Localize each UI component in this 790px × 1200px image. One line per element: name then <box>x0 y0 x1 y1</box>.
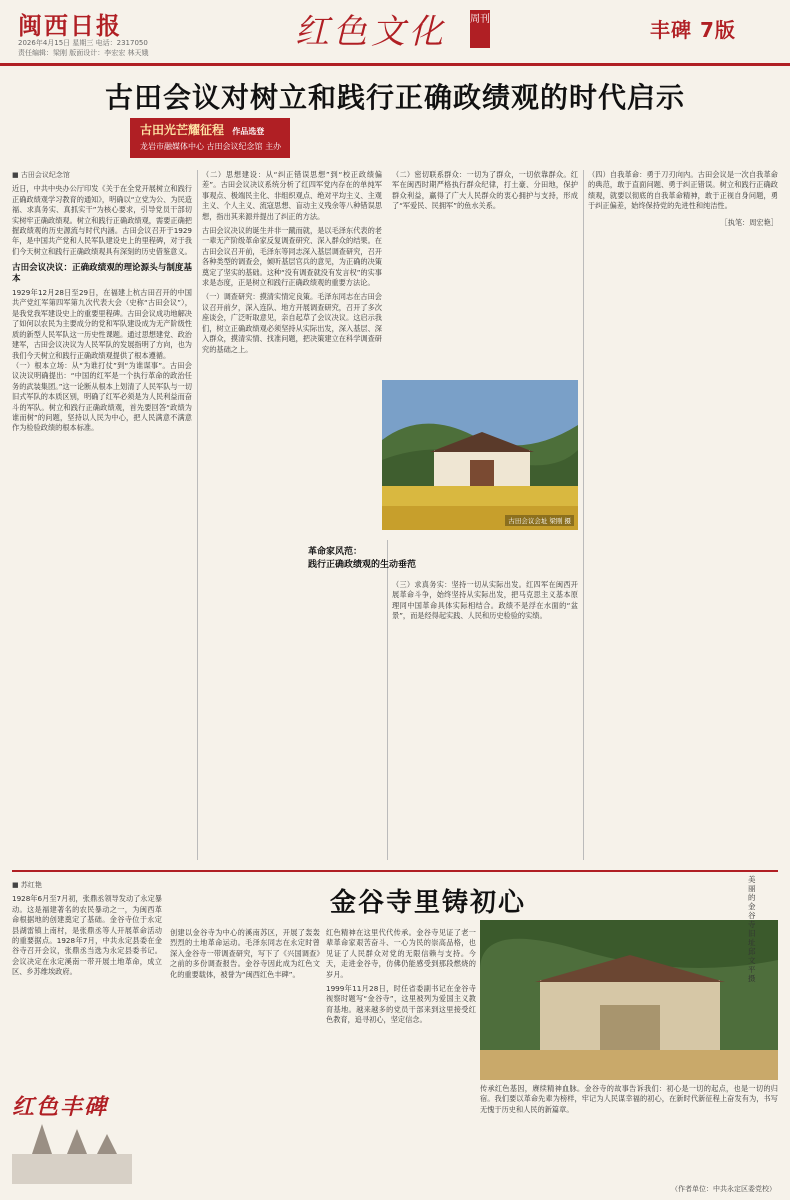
column-divider <box>583 170 584 860</box>
stamp-text: 红色丰碑 <box>12 1094 109 1120</box>
paper-name: 闽西日报 <box>18 11 122 40</box>
article-column-2 <box>202 170 382 860</box>
column-title: 红色文化 <box>295 12 447 52</box>
article-paragraph-4: 古田会议决议的诞生并非一蹴而就，是以毛泽东代表的老一辈无产阶级革命家反复调查研究、深入群众的结果。在古田会议召开前，毛泽东等同志深入基层调查研究，召开各种类型的调查会，倾听基层官兵的意见，为正确的决策奠定了坚实的基础。这种“没有调查就没有发言权”的实事求是态度，正是树立和践行正确政绩观的重要方法论。 <box>202 226 382 288</box>
lower-column-3 <box>326 928 476 1188</box>
meeting-site-photo <box>382 380 578 530</box>
section-heading-2-line1: 革命家风范： <box>308 547 363 557</box>
footer-note: （作者单位：中共永定区委党校） <box>671 1185 776 1193</box>
banner-author: 龙岩市融媒体中心 古田会议纪念馆 主办 <box>140 142 282 151</box>
temple-illustration <box>480 920 778 1080</box>
banner-title <box>140 121 264 138</box>
lower-column-2 <box>170 928 320 1188</box>
red-monument-stamp <box>12 1090 132 1190</box>
lower-column-4 <box>480 1084 778 1180</box>
article-paragraph-7: （三）求真务实：坚持一切从实际出发。红四军在闽西开展革命斗争，始终坚持从实际出发，把马克思主义基本原理同中国革命具体实际相结合。政绩不是浮在水面的“盆景”，而是经得起实践、人民和历史检验的实绩。 <box>392 580 578 621</box>
section-divider <box>12 870 778 872</box>
article-paragraph-5: （一）调查研究：摸清实情定良策。毛泽东同志在古田会议召开前夕，深入连队、地方开展调查研究，召开了多次座谈会，广泛听取意见，亲自起草了会议决议。这启示我们，树立正确政绩观必须坚持从实际出发，深入基层、深入群众，摸清实情、找准问题，把决策建立在科学调查研究的基础之上。 <box>202 292 382 354</box>
banner-label: 作品选登 <box>232 126 265 136</box>
article-subhead-1: 古田会议决议：正确政绩观的理论源头与制度基本 <box>12 263 192 284</box>
photo-vertical-caption: 美丽的金谷寺旧址 邱文平 摄 <box>748 875 756 983</box>
issue-meta-line2: 责任编辑：梁刚 版面设计：李宏宏 林天娥 <box>18 49 149 57</box>
article-column-1 <box>12 170 192 860</box>
masthead <box>0 0 790 66</box>
column-divider <box>197 170 198 860</box>
article-column-3b <box>392 580 578 860</box>
main-headline: 古田会议对树立和践行正确政绩观的时代启示 <box>104 81 685 114</box>
lower-paragraph-2: 创建以金谷寺为中心的溪南苏区，开展了轰轰烈烈的土地革命运动。毛泽东同志在永定时曾深入金谷寺一带调查研究，写下了《兴国调查》之前的多份调查报告。金谷寺因此成为红色文化的重要载体，被誉为“闽西红色丰碑”。 <box>170 928 320 979</box>
meeting-site-illustration <box>382 380 578 530</box>
series-banner <box>130 118 290 158</box>
article-paragraph-8: （四）自我革命：勇于刀刃向内。古田会议是一次自我革命的典范，敢于直面问题、勇于纠正错误。树立和践行正确政绩观，就要以彻底的自我革命精神，敢于正视自身问题，勇于纠正偏差，始终保持党的先进性和纯洁性。 <box>588 170 778 211</box>
lower-headline: 金谷寺里铸初心 <box>330 888 527 918</box>
article-paragraph-6: （二）密切联系群众：一切为了群众，一切依靠群众。红军在闽西时期严格执行群众纪律，打土豪、分田地，保护群众利益，赢得了广大人民群众的衷心拥护与支持，形成了“军爱民、民拥军”的鱼水关系。 <box>392 170 578 211</box>
author-note: ［执笔：周宏艳］ <box>720 217 778 227</box>
article-column-4 <box>588 170 778 860</box>
lower-paragraph-1: 1928年6月至7月初，张鼎丞领导发动了永定暴动。这是福建著名的农民暴动之一，为闽西革命根据地的创建奠定了基础。金谷寺位于永定县湖雷镇上南村，是张鼎丞等人开展革命活动的重要据点。1928年7月，中共永定县委在金谷寺召开会议，张鼎丞当选为永定县委书记。会议决定在永定溪南一带开展土地革命，成立区、乡苏维埃政府。 <box>12 894 162 977</box>
article-intro: 近日，中共中央办公厅印发《关于在全党开展树立和践行正确政绩观学习教育的通知》，明确以“立党为公、为民造福、求真务实、真抓实干”为核心要求，引导党员干部切实树牢正确政绩观。树立和践行正确政绩观，需要正确把握政绩观的历史源流与时代内涵。古田会议召开于1929年，是中国共产党和人民军队建设史上的里程碑，对于我们今天树立和践行正确政绩观具有深刻的历史借鉴意义。 <box>12 184 192 256</box>
column-divider <box>387 540 388 860</box>
section-heading-2-line2: 践行正确政绩观的生动垂范 <box>308 560 417 570</box>
issue-meta-line1: 2026年4月15日 星期三 电话：2317050 <box>18 39 148 47</box>
monument-icon <box>12 1124 132 1184</box>
temple-photo <box>480 920 778 1080</box>
lower-column-1 <box>12 880 162 1080</box>
banner-title-text: 古田光芒耀征程 <box>140 123 225 137</box>
lower-paragraph-3: 红色精神在这里代代传承。金谷寺见证了老一辈革命家艰苦奋斗、一心为民的崇高品格，也见证了人民群众对党的无限信赖与支持。今天，走进金谷寺，仿佛仍能感受到那段燃烧的岁月。 <box>326 928 476 979</box>
article-byline: ■ 古田会议纪念馆 <box>12 171 70 179</box>
lower-byline: ■ 苏红艳 <box>12 881 42 889</box>
lower-paragraph-4: 1999年11月28日，时任省委副书记在金谷寺视察时题写“金谷寺”，这里被列为爱国主义教育基地。越来越多的党员干部来到这里接受红色教育，追寻初心，坚定信念。 <box>326 984 476 1025</box>
issue-meta <box>18 38 228 58</box>
article-column-3 <box>392 170 578 370</box>
article-paragraph-2: （一）根本立场：从“为谁打仗”到“为谁谋事”。古田会议决议明确提出：“中国的红军是一个执行革命的政治任务的武装集团。”这一论断从根本上划清了人民军队与一切旧式军队的本质区别，明确了红军必须是为人民利益而奋斗的军队。树立和践行正确政绩观，首先要回答“政绩为谁而树”的问题，坚持以人民为中心，把人民满意不满意作为检验政绩的根本标准。 <box>12 360 192 433</box>
article-paragraph-3: （二）思想建设：从“纠正错误思想”到“校正政绩偏差”。古田会议决议系统分析了红四军党内存在的单纯军事观点、极端民主化、非组织观点、绝对平均主义、主观主义、个人主义、流寇思想、盲动主义残余等八种错误思想，指出其来源并提出了纠正的方法。 <box>202 170 382 221</box>
page-label: 丰碑 7版 <box>650 18 736 42</box>
section-heading-2 <box>308 546 416 572</box>
lower-paragraph-5: 传承红色基因，赓续精神血脉。金谷寺的故事告诉我们：初心是一切的起点，也是一切的归宿。我们要以革命先辈为榜样，牢记为人民谋幸福的初心，在新时代新征程上奋发有为，书写无愧于历史和人民的新篇章。 <box>480 1084 778 1114</box>
weekly-badge: 周刊 <box>470 10 490 48</box>
article-paragraph-1: 1929年12月28日至29日，在福建上杭古田召开的中国共产党红军第四军第九次代表大会（史称“古田会议”），是我党我军建设史上的重要里程碑。古田会议成功地解决了如何以农民为主要成分的党和军队建设成为无产阶级性质的新型人民军队这一历史性课题。通过思想建党、政治建军，古田会议决议为人民军队的发展指明了方向，也为我们今天树立和践行正确政绩观提供了根本遵循。 <box>12 288 192 360</box>
photo-caption: 古田会议会址 梁刚 摄 <box>505 515 574 526</box>
